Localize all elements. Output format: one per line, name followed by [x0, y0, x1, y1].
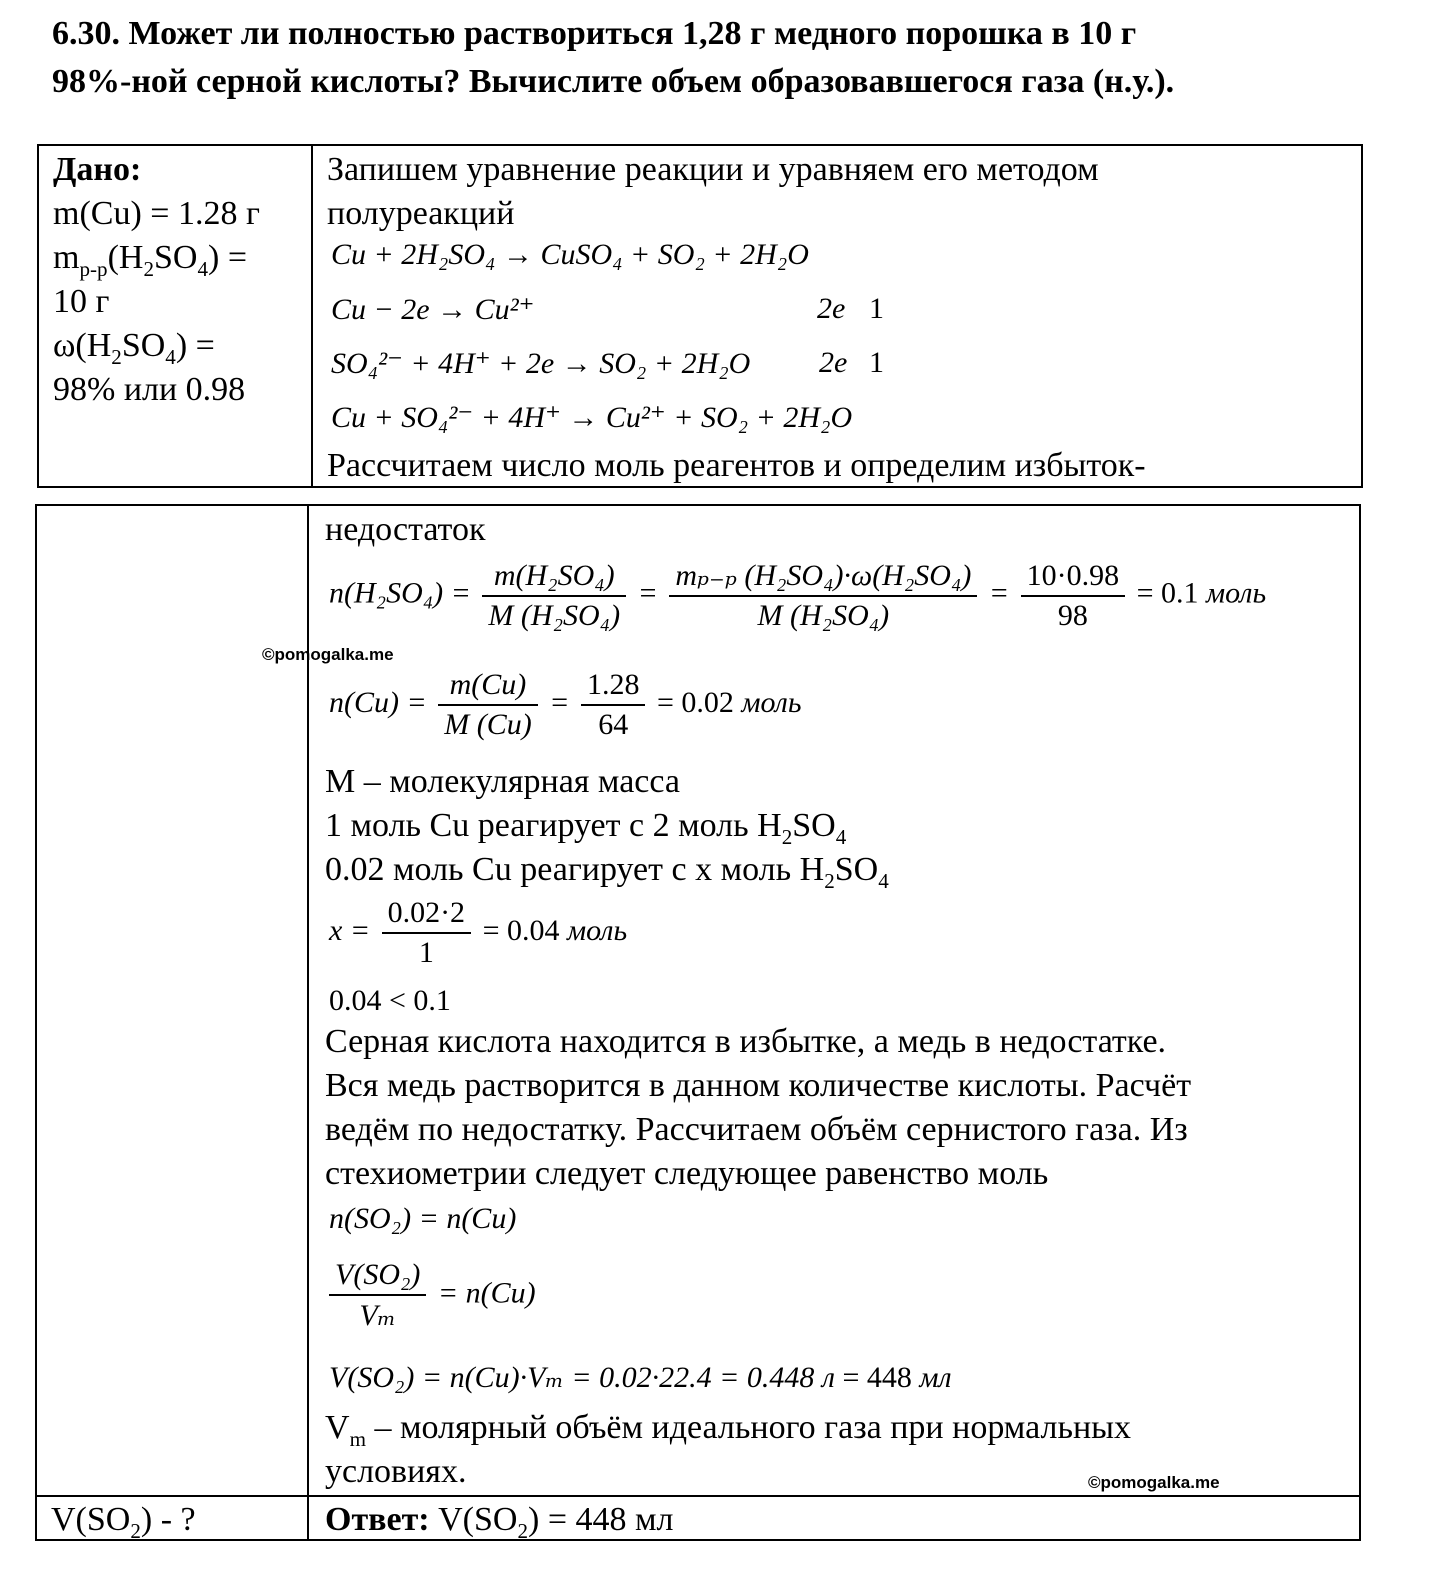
- numerator: 0.02·2: [382, 896, 472, 934]
- solution-intro-2: полуреакций: [327, 195, 515, 232]
- half-reaction-1: Cu − 2e → Cu²⁺: [331, 293, 535, 326]
- subscript-2: 2: [111, 344, 122, 369]
- formula-lhs: n(Cu) =: [329, 685, 427, 719]
- text-part: ) = 448 мл: [528, 1501, 674, 1538]
- problem-line-2: 98%-ной серной кислоты? Вычислите объем образовавшегося газа (н.у.).: [52, 63, 1175, 100]
- formula-part: SO: [154, 239, 198, 276]
- equation-n-h2so4: [329, 558, 1266, 633]
- symbol-v: V: [325, 1409, 350, 1446]
- table-part-1: [37, 144, 1363, 488]
- fraction: [329, 1258, 426, 1333]
- denominator: Vₘ: [359, 1299, 397, 1332]
- unit-milliliter: мл: [919, 1361, 952, 1394]
- ratio-line-2: [325, 848, 889, 903]
- result-value: = 0.1: [1136, 576, 1199, 610]
- given-omega-value: 98% или 0.98: [53, 371, 246, 408]
- text-part: 0.02 моль Cu реагирует с х моль H: [325, 851, 825, 888]
- text-part: SO: [792, 807, 836, 844]
- table-part-2: [35, 504, 1361, 1541]
- vm-definition-continued: условиях.: [325, 1453, 467, 1490]
- given-mass-solution-value: 10 г: [53, 283, 110, 320]
- solution-intro-1: Запишем уравнение реакции и уравняем его методом: [327, 151, 1099, 188]
- equation-x: [329, 896, 627, 970]
- subscript-4: 4: [165, 344, 176, 369]
- molar-mass-definition: M – молекулярная масса: [325, 763, 680, 800]
- text-part: SO: [834, 851, 879, 888]
- subscript-4: 4: [197, 256, 209, 281]
- half-reaction-2: SO₄²⁻ + 4H⁺ + 2e → SO₂ + 2H₂O: [331, 347, 751, 380]
- text-part: ) - ?: [140, 1501, 196, 1538]
- numerator: m(H₂SO₄): [482, 559, 626, 597]
- half-reaction-2-coefficient: [869, 346, 884, 380]
- subscript-4: 4: [878, 868, 889, 893]
- text-part: V(SO: [429, 1501, 518, 1538]
- denominator: M (H₂SO₄): [488, 598, 621, 632]
- problem-statement: [52, 10, 1392, 106]
- formula-rhs: = n(Cu): [437, 1276, 536, 1310]
- text-part: 1 моль Cu реагирует с 2 моль H: [325, 807, 782, 844]
- denominator: 64: [598, 708, 629, 741]
- fraction: [438, 668, 537, 742]
- watermark-1: ©pomogalka.me: [262, 645, 394, 664]
- fraction: [382, 896, 472, 970]
- result-value: = 0.02: [656, 685, 734, 719]
- subscript-m: m: [349, 1426, 366, 1451]
- formula-lhs: x =: [329, 913, 371, 947]
- formula-text: V(SO₂) = n(Cu)·Vₘ = 0.02·22.4 = 0.448: [329, 1361, 815, 1394]
- numerator: m(Cu): [438, 668, 537, 706]
- subscript-2: 2: [517, 1518, 529, 1543]
- equation-volume-final: [329, 1360, 952, 1395]
- conclusion-line-4: стехиометрии следует следующее равенство моль: [325, 1155, 1049, 1192]
- denominator: 1: [418, 936, 434, 969]
- coefficient-value: 1: [869, 346, 884, 379]
- formula-lhs: n(H₂SO₄) =: [329, 576, 471, 610]
- conclusion-line-1: Серная кислота находится в избытке, а медь в недостатке.: [325, 1023, 1167, 1060]
- unit-mol: моль: [1206, 576, 1267, 610]
- column-divider: [311, 146, 313, 486]
- equals-sign: =: [549, 685, 570, 719]
- problem-line-1: 6.30. Может ли полностью раствориться 1,28 г медного порошка в 10 г: [52, 15, 1137, 52]
- equation-volume-ratio: [325, 1258, 536, 1333]
- result-value: = 0.04: [482, 913, 560, 947]
- conclusion-line-3: ведём по недостатку. Рассчитаем объём сернистого газа. Из: [325, 1111, 1188, 1148]
- fraction: [581, 668, 646, 742]
- answer-label: Ответ:: [325, 1501, 430, 1538]
- equation-n-equality: n(SO₂) = n(Cu): [329, 1202, 517, 1235]
- watermark-2: ©pomogalka.me: [1088, 1473, 1220, 1492]
- result-value: = 448: [842, 1361, 912, 1394]
- numerator: 1.28: [581, 668, 646, 706]
- fraction: [482, 559, 626, 633]
- denominator: M (Cu): [444, 708, 532, 741]
- unit-mol: моль: [741, 685, 802, 719]
- comparison: [329, 984, 451, 1018]
- half-reaction-1-coefficient: [869, 292, 884, 326]
- equation-main: Cu + 2H₂SO₄ → CuSO₄ + SO₂ + 2H₂O: [331, 238, 809, 271]
- given-header: Дано:: [53, 151, 142, 188]
- formula-part: ω(H: [53, 327, 112, 364]
- subscript-2: 2: [824, 868, 835, 893]
- formula-part: ) =: [208, 239, 248, 276]
- numerator: mₚ₋ₚ (H₂SO₄)·ω(H₂SO₄): [669, 558, 977, 597]
- given-mass-cu: m(Cu) = 1.28 г: [53, 195, 260, 232]
- text-part: – молярный объём идеального газа при нормальных: [365, 1409, 1131, 1446]
- numerator: 10·0.98: [1021, 559, 1126, 597]
- denominator: M (H₂SO₄): [757, 599, 890, 632]
- subscript-2: 2: [130, 1518, 141, 1543]
- subscript-solution: р-р: [79, 256, 108, 281]
- find-quantity: [51, 1498, 196, 1553]
- subscript-2: 2: [781, 824, 793, 849]
- answer-row-divider: [37, 1495, 1359, 1497]
- calc-intro: Рассчитаем число моль реагентов и определим избыток-: [327, 447, 1146, 484]
- symbol-m: m: [53, 239, 80, 276]
- equals-sign: =: [988, 576, 1010, 610]
- coefficient-value: 1: [869, 292, 884, 325]
- half-reaction-1-electrons: 2e: [817, 292, 846, 325]
- subscript-2: 2: [143, 256, 154, 281]
- unit-liter: л: [821, 1361, 835, 1394]
- conclusion-line-2: Вся медь растворится в данном количестве кислоты. Расчёт: [325, 1067, 1192, 1104]
- formula-part: (H: [107, 239, 144, 276]
- equals-sign: =: [637, 576, 658, 610]
- answer: [325, 1498, 674, 1553]
- half-reaction-2-electrons: 2e: [819, 346, 848, 379]
- comparison-text: 0.04 < 0.1: [329, 984, 451, 1017]
- equation-n-cu: [329, 668, 802, 742]
- text-part: V(SO: [51, 1501, 131, 1538]
- denominator: 98: [1057, 598, 1088, 632]
- formula-part: ) =: [175, 327, 215, 364]
- fraction: [669, 558, 977, 633]
- calc-intro-continued: недостаток: [325, 511, 486, 548]
- fraction: [1021, 559, 1126, 633]
- numerator: V(SO₂): [329, 1258, 426, 1296]
- unit-mol: моль: [566, 913, 628, 947]
- subscript-4: 4: [835, 824, 847, 849]
- formula-part: SO: [121, 327, 166, 364]
- ionic-equation: Cu + SO₄²⁻ + 4H⁺ → Cu²⁺ + SO₂ + 2H₂O: [331, 401, 853, 434]
